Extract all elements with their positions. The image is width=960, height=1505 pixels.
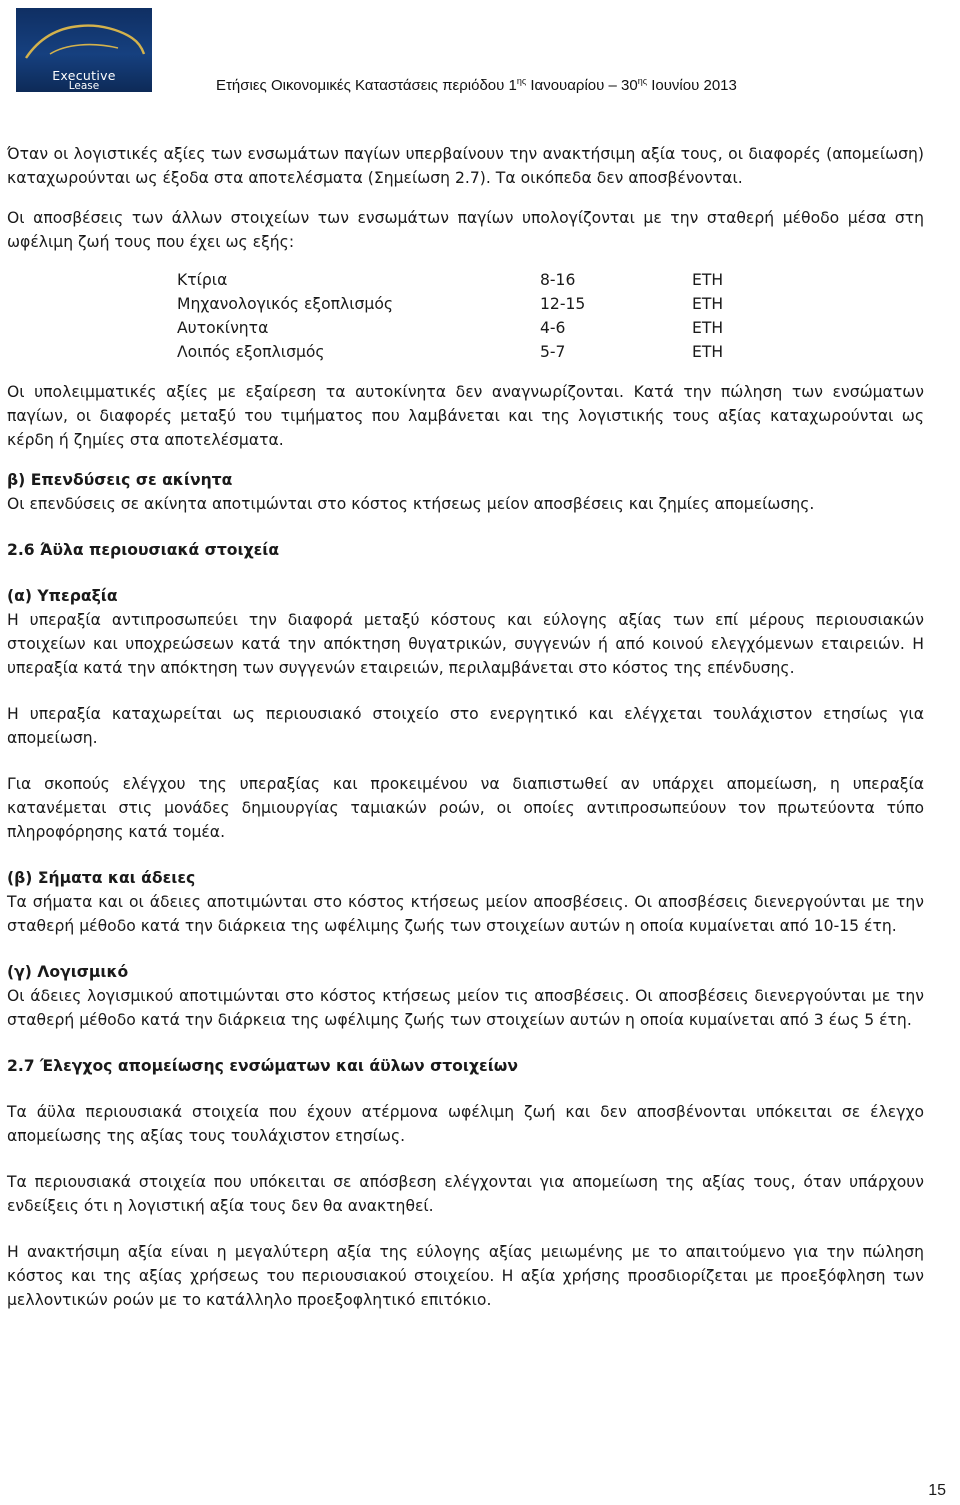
paragraph-residual-values: Οι υπολειμματικές αξίες με εξαίρεση τα αυτοκίνητα δεν αναγνωρίζονται. Κατά την πώληση των ενσώματων παγίων, οι διαφορές μεταξύ του τιμήματος που λαμβάνεται και της λογιστικής τους αξίας καταχωρούνται ως κέρδη ή ζημίες στα αποτελέσματα. [7,383,924,449]
useful-life-table [177,268,723,364]
document-body [7,142,924,1312]
paragraph-investment-property: Οι επενδύσεις σε ακίνητα αποτιμώνται στο κόστος κτήσεως μείον αποσβέσεις και ζημίες απομείωσης. [7,495,815,513]
table-row [177,292,723,316]
page-header-title: Ετήσιες Οικονομικές Καταστάσεις περιόδου $1^{\eta\varsigma}$ Ιανουαρίου – $30^{\eta\varsigma}$ Ιουνίου 2013 [216,76,737,94]
asset-unit: ΕΤΗ [692,343,724,361]
paragraph-depreciation-method: Οι αποσβέσεις των άλλων στοιχείων των ενσωμάτων παγίων υπολογίζονται με την σταθερή μέθοδο μέσα στη ωφέλιμη ζωή τους που έχει ως εξής: [7,209,924,251]
heading-goodwill: (α) Υπεραξία [7,587,118,605]
paragraph-amortised-assets: Τα περιουσιακά στοιχεία που υπόκειται σε απόσβεση ελέγχονται για απομείωση της αξίας τους, όταν υπάρχουν ενδείξεις ότι η λογιστική αξία τους δεν θα ανακτηθεί. [7,1173,924,1215]
heading-impairment-testing: 2.7 Έλεγχος απομείωσης ενσώματων και άϋλων στοιχείων [7,1057,518,1075]
table-row [177,316,723,340]
paragraph-goodwill-allocation: Για σκοπούς ελέγχου της υπεραξίας και προκειμένου να διαπιστωθεί αν υπάρχει απομείωση, η υπεραξία κατανέμεται στις μονάδες δημιουργίας ταμιακών ροών, οι οποίες αντιπροσωπεύουν τον πρωτεύοντα τύπο πληροφόρησης κατά τομέα. [7,775,924,841]
asset-name: Κτίρια [177,271,228,289]
asset-unit: ΕΤΗ [692,271,724,289]
logo-text-lease: Lease [68,80,100,92]
page-number: 15 [928,1482,946,1499]
paragraph-goodwill-testing: Η υπεραξία καταχωρείται ως περιουσιακό στοιχείο στο ενεργητικό και ελέγχεται τουλάχιστον ετησίως για απομείωση. [7,705,924,747]
logo-text-executive: Executive [52,68,116,83]
heading-software: (γ) Λογισμικό [7,963,129,981]
asset-years: 5-7 [540,343,566,361]
paragraph-software: Οι άδειες λογισμικού αποτιμώνται στο κόστος κτήσεως μείον τις αποσβέσεις. Οι αποσβέσεις διενεργούνται με την σταθερή μέθοδο κατά την διάρκεια της ωφέλιμης ζωής των στοιχείων αυτών η οποία κυμαίνεται από 3 έως 5 έτη. [7,987,924,1029]
heading-trademarks: (β) Σήματα και άδειες [7,869,196,887]
asset-unit: ΕΤΗ [692,319,724,337]
paragraph-goodwill-definition: Η υπεραξία αντιπροσωπεύει την διαφορά μεταξύ κόστους και εύλογης αξίας των επί μέρους περιουσιακών στοιχείων και υποχρεώσεων κατά την απόκτηση θυγατρικών, συγγενών ή από κοινού ελεγχόμενων εταιρειών. Η υπεραξία κατά την απόκτηση των συγγενών εταιρειών, περιλαμβάνεται στο κόστος της επένδυσης. [7,611,924,677]
asset-years: 8-16 [540,271,576,289]
asset-name: Μηχανολογικός εξοπλισμός [177,295,394,313]
asset-years: 4-6 [540,319,566,337]
paragraph-impairment-intro: Όταν οι λογιστικές αξίες των ενσωμάτων παγίων υπερβαίνουν την ανακτήσιμη αξία τους, οι διαφορές (απομείωση) καταχωρούνται ως έξοδα στα αποτελέσματα (Σημείωση 2.7). Τα οικόπεδα δεν αποσβένονται. [7,145,924,187]
asset-unit: ΕΤΗ [692,295,724,313]
paragraph-indefinite-life: Τα άϋλα περιουσιακά στοιχεία που έχουν ατέρμονα ωφέλιμη ζωή και δεν αποσβένονται υπόκειται σε έλεγχο απομείωσης της αξίας τους τουλάχιστον ετησίως. [7,1103,924,1145]
heading-investment-property: β) Επενδύσεις σε ακίνητα [7,471,233,489]
asset-years: 12-15 [540,295,586,313]
table-row [177,268,723,292]
company-logo [16,8,152,92]
heading-intangible-assets: 2.6 Άϋλα περιουσιακά στοιχεία [7,541,280,559]
asset-name: Λοιπός εξοπλισμός [177,343,325,361]
paragraph-trademarks: Τα σήματα και οι άδειες αποτιμώνται στο κόστος κτήσεως μείον αποσβέσεις. Οι αποσβέσεις διενεργούνται με την σταθερή μέθοδο κατά την διάρκεια της ωφέλιμης ζωής των στοιχείων αυτών η οποία κυμαίνεται από 10-15 έτη. [7,893,924,935]
table-row [177,340,723,364]
car-silhouette-icon [20,14,148,66]
asset-name: Αυτοκίνητα [177,319,269,337]
paragraph-recoverable-amount: Η ανακτήσιμη αξία είναι η μεγαλύτερη αξία της εύλογης αξίας μειωμένης με το απαιτούμενο για την πώληση κόστος και της αξίας χρήσεως του περιουσιακού στοιχείου. Η αξία χρήσης προσδιορίζεται με προεξόφληση των μελλοντικών ροών με το κατάλληλο προεξοφλητικό επιτόκιο. [7,1243,924,1309]
